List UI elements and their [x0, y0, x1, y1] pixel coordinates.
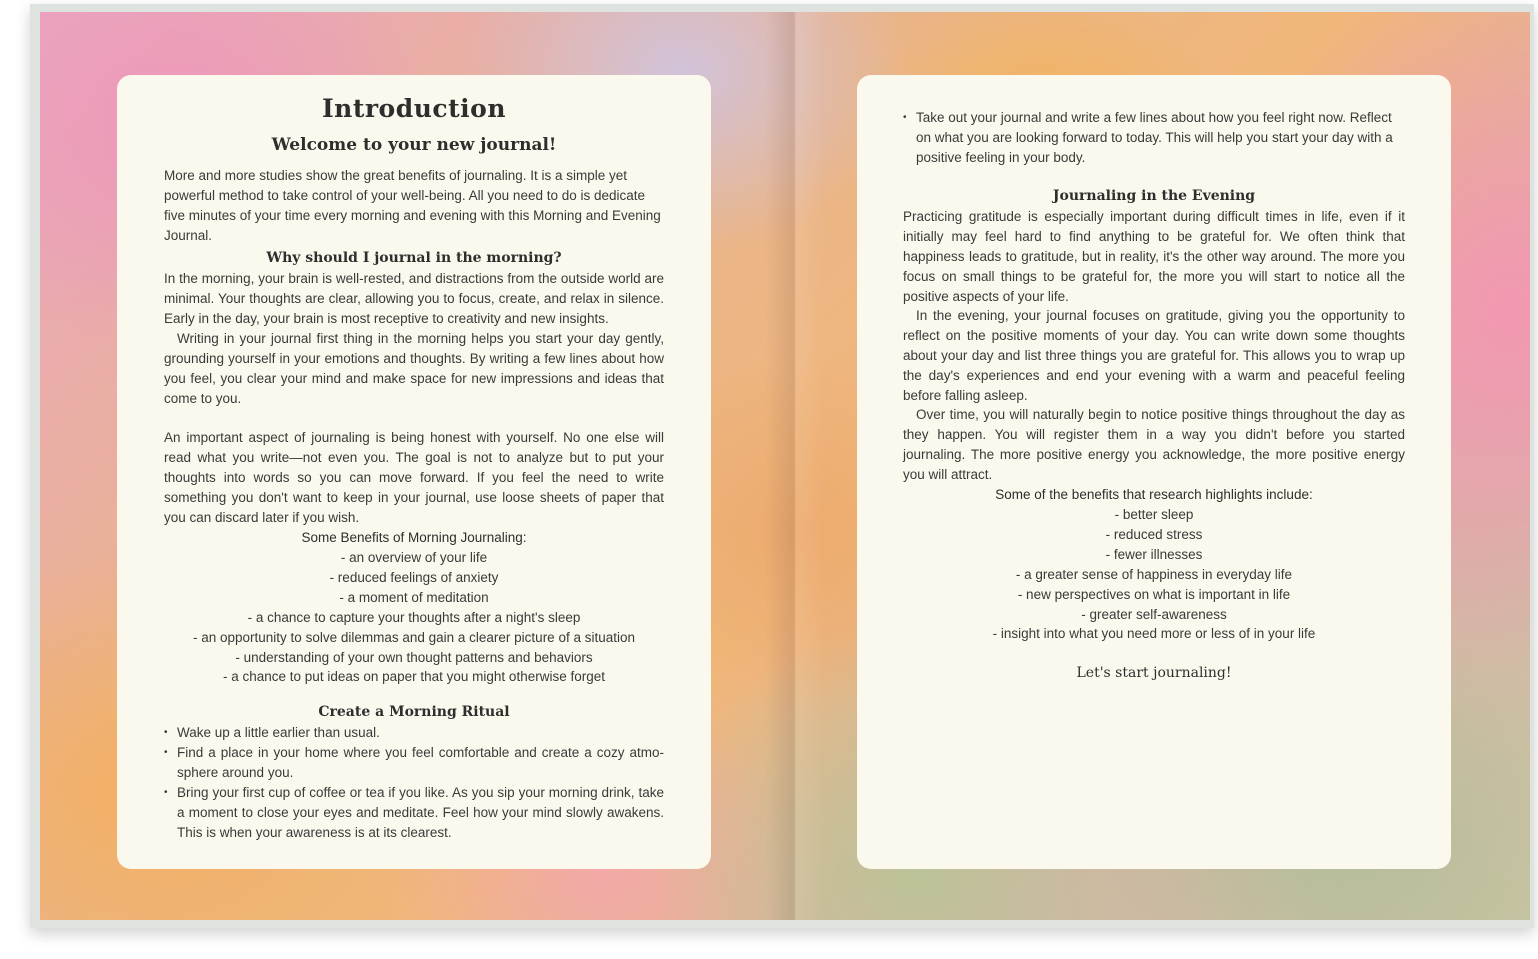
list-item: - an opportunity to solve dilemmas and gain a clearer picture of a situation	[193, 629, 635, 645]
benefits-heading: Some Benefits of Morning Journaling:	[301, 530, 527, 545]
left-page-card	[117, 75, 711, 869]
evening-paragraph-3: Over time, you will naturally begin to notice positive things throughout the day as they happen. You will register them in a way you didn't before you started journaling. The more positive energy you acknowledge, the more positive energy you will attract.	[903, 407, 1405, 482]
morning-paragraph-2: Writing in your journal first thing in the morning helps you start your day gently, grounding yourself in your emotions and thoughts. By writing a few lines about how you feel, you clear your mind and make space for new impressions and ideas that come to you.	[164, 331, 664, 406]
page-title: Introduction	[321, 94, 507, 123]
honesty-paragraph: An important aspect of journaling is being honest with yourself. No one else will read what you write—not even you. The goal is not to analyze but to put your thoughts into words so you can move forward. If you feel the need to write something you don't want to keep in your journal, use loose sheets of paper that you can discard later if you wish.	[164, 430, 664, 525]
list-item: - new perspectives on what is important in life	[1017, 586, 1291, 602]
evening-paragraph-1: Practicing gratitude is especially important during difficult times in life, even if it initially may feel hard to find anything to be grateful for. We often think that happiness leads to gratitude, but in reality, it's the other way around. The more you focus on small things to be grateful for, the more you will start to notice all the positive aspects of your life.	[903, 209, 1405, 304]
list-item: - a chance to put ideas on paper that you might otherwise forget	[223, 669, 605, 685]
evening-heading: Journaling in the Evening	[1052, 188, 1256, 204]
list-item: - better sleep	[1114, 507, 1194, 522]
list-item: - a moment of meditation	[339, 589, 489, 605]
book-gutter	[765, 12, 825, 920]
ritual-heading: Create a Morning Ritual	[318, 704, 510, 720]
closing-line: Let's start journaling!	[1076, 665, 1232, 681]
research-benefits-list	[903, 505, 1405, 644]
list-item: - reduced stress	[1105, 526, 1203, 542]
morning-heading: Why should I journal in the morning?	[266, 250, 562, 266]
list-item: - a greater sense of happiness in everyday life	[1015, 566, 1293, 582]
research-heading: Some of the benefits that research highlights include:	[995, 487, 1313, 502]
page-subtitle: Welcome to your new journal!	[271, 135, 557, 155]
list-item: - reduced feelings of anxiety	[329, 569, 499, 585]
list-item: - insight into what you need more or less of in your life	[992, 626, 1316, 642]
ritual-list-continued	[903, 108, 1405, 168]
list-item: • Take out your journal and write a few lines about how you feel right now. Reflect on what you are looking forward to today. This will help you start your day with a positive feeling in your body.	[903, 108, 1405, 168]
list-item: - understanding of your own thought patterns and behaviors	[235, 649, 593, 665]
list-item: - an overview of your life	[340, 550, 488, 565]
list-item: - greater self-awareness	[1081, 606, 1227, 622]
list-item: • Find a place in your home where you feel comfortable and create a cozy atmo-sphere around you.	[164, 743, 664, 783]
benefits-list	[164, 548, 664, 687]
list-item: • Wake up a little earlier than usual.	[164, 723, 664, 743]
open-book	[30, 4, 1534, 928]
right-page-card	[857, 75, 1451, 869]
evening-paragraph-2: In the evening, your journal focuses on gratitude, giving you the opportunity to reflect on the positive moments of your day. You can write down some thoughts about your day and list three things you are grateful for. This allows you to wrap up the day's experiences and end your evening with a warm and peaceful feeling before falling asleep.	[903, 308, 1405, 403]
list-item: • Bring your first cup of coffee or tea if you like. As you sip your morning drink, take a moment to close your eyes and meditate. Feel how your mind slowly awakens. This is when your awareness is at its clearest.	[164, 783, 664, 843]
list-item: - fewer illnesses	[1105, 546, 1203, 562]
morning-paragraph-1: In the morning, your brain is well-rested, and distractions from the outside world are minimal. Your thoughts are clear, allowing you to focus, create, and relax in silence. Early in the day, your brain is most receptive to creativity and new insights.	[164, 271, 664, 326]
ritual-list	[164, 723, 664, 842]
book-spread	[40, 12, 1530, 920]
list-item: - a chance to capture your thoughts after a night's sleep	[247, 609, 581, 625]
intro-paragraph: More and more studies show the great benefits of journaling. It is a simple yet powerful method to take control of your well-being. All you need to do is dedicate five minutes of your time every morning and evening with this Morning and Evening Journal.	[164, 168, 661, 243]
